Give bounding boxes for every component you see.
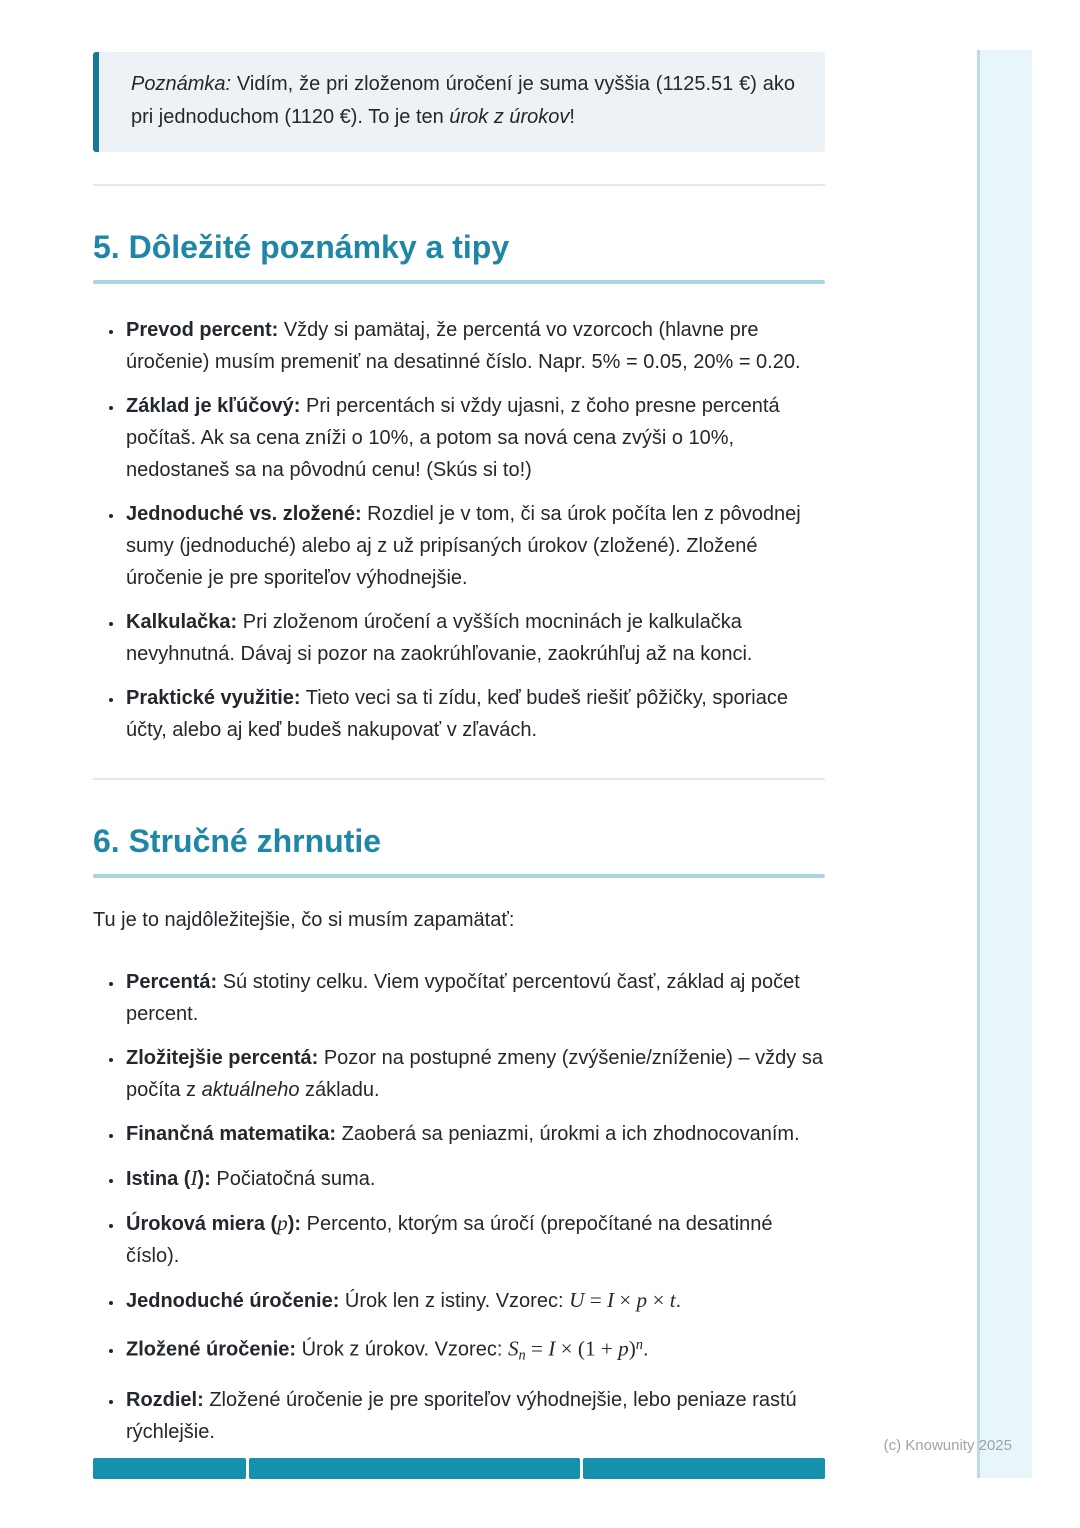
section-5-list bbox=[93, 314, 825, 746]
text-segment: Sú stotiny celku. Viem vypočítať percentovú časť, základ aj počet percent. bbox=[126, 971, 800, 1025]
text-segment: . bbox=[642, 1338, 649, 1361]
list-item bbox=[124, 1329, 825, 1372]
text-segment: Istina ( bbox=[126, 1168, 191, 1190]
text-segment: ! bbox=[569, 106, 575, 128]
text-segment: p bbox=[618, 1336, 629, 1361]
text-segment: ): bbox=[197, 1168, 211, 1190]
text-segment: p bbox=[277, 1211, 288, 1235]
section-6-title: 6. Stručné zhrnutie bbox=[93, 823, 382, 859]
list-item bbox=[124, 606, 825, 670]
text-segment: aktuálneho bbox=[201, 1079, 300, 1101]
list-item bbox=[124, 682, 825, 746]
text-segment: Zložené úročenie je pre sporiteľov výhodnejšie, lebo peniaze rastú rýchlejšie. bbox=[126, 1388, 797, 1443]
text-segment: Počiatočná suma. bbox=[210, 1168, 376, 1190]
footer-bar-segment bbox=[249, 1458, 580, 1479]
heading-underline bbox=[93, 874, 825, 878]
text-segment: n bbox=[635, 1337, 643, 1353]
note-callout bbox=[93, 52, 825, 152]
section-5-title: 5. Dôležité poznámky a tipy bbox=[93, 229, 510, 265]
footer-progress-bar bbox=[93, 1458, 825, 1479]
text-segment: Tieto veci sa ti zídu, keď budeš riešiť pôžičky, sporiace účty, alebo aj keď budeš nakupovať v zľavách. bbox=[126, 687, 788, 741]
text-segment: = bbox=[525, 1336, 549, 1361]
text-segment: Úrok len z istiny. Vzorec: bbox=[339, 1290, 570, 1312]
list-item bbox=[124, 1384, 825, 1448]
text-segment: t bbox=[669, 1288, 676, 1312]
text-segment: Rozdiel je v tom, či sa úrok počíta len z pôvodnej sumy (jednoduché) alebo aj z už pripísaných úrokov (zložené). Zložené úročenie je pre sporiteľov výhodnejšie. bbox=[126, 503, 801, 589]
text-segment: × bbox=[614, 1288, 637, 1312]
text-segment: základu. bbox=[299, 1079, 380, 1101]
text-segment: Zložitejšie percentá: bbox=[126, 1047, 319, 1069]
text-segment: × (1 + bbox=[555, 1336, 619, 1361]
text-segment: Úrok z úrokov. Vzorec: bbox=[296, 1338, 508, 1361]
text-segment: Zaoberá sa peniazmi, úrokmi a ich zhodnocovaním. bbox=[336, 1123, 800, 1145]
list-item bbox=[124, 1162, 825, 1195]
content-divider bbox=[93, 184, 825, 186]
list-item bbox=[124, 1284, 825, 1317]
footer-bar-segment bbox=[93, 1458, 246, 1479]
list-item bbox=[124, 1207, 825, 1272]
right-margin-strip bbox=[977, 50, 1032, 1478]
text-segment: I bbox=[606, 1288, 614, 1312]
heading-underline bbox=[93, 280, 825, 284]
text-segment: × bbox=[647, 1288, 670, 1312]
text-segment: Poznámka: bbox=[131, 73, 232, 95]
text-segment: U bbox=[569, 1288, 585, 1312]
text-segment: = bbox=[584, 1288, 607, 1312]
section-6-intro: Tu je to najdôležitejšie, čo si musím zapamätať: bbox=[93, 909, 515, 931]
text-segment: Rozdiel: bbox=[126, 1388, 204, 1411]
text-segment: Pozor na postupné zmeny (zvýšenie/zníženie) – vždy sa počíta z bbox=[126, 1047, 823, 1101]
text-segment: Jednoduché vs. zložené: bbox=[126, 503, 362, 525]
text-segment: Vždy si pamätaj, že percentá vo vzorcoch (hlavne pre úročenie) musím premeniť na desatinné číslo. Napr. 5% = 0.05, 20% = 0.20. bbox=[126, 319, 801, 373]
text-segment: Praktické využitie: bbox=[126, 687, 301, 709]
text-segment: Finančná matematika: bbox=[126, 1123, 337, 1145]
copyright-text: (c) Knowunity 2025 bbox=[883, 1437, 1012, 1454]
list-item bbox=[124, 390, 825, 486]
list-item bbox=[124, 1118, 825, 1150]
section-6-list bbox=[93, 966, 825, 1448]
footer-bar-segment bbox=[583, 1458, 825, 1479]
text-segment: Pri zloženom úročení a vyšších mocninách je kalkulačka nevyhnutná. Dávaj si pozor na zaokrúhľovanie, zaokrúhľuj až na konci. bbox=[126, 611, 753, 665]
text-segment: Percento, ktorým sa úročí (prepočítané na desatinné číslo). bbox=[126, 1213, 773, 1267]
text-segment: S bbox=[507, 1336, 519, 1361]
text-segment: Zložené úročenie: bbox=[126, 1338, 297, 1361]
text-segment: I bbox=[548, 1336, 556, 1361]
text-segment: Vidím, že pri zloženom úročení je suma vyššia (1125.51 €) ako pri jednoduchom (1120 €). To je ten bbox=[131, 73, 795, 128]
text-segment: Jednoduché úročenie: bbox=[126, 1290, 340, 1312]
list-item bbox=[124, 498, 825, 594]
text-segment: p bbox=[636, 1288, 648, 1312]
text-segment: ) bbox=[628, 1336, 636, 1361]
text-segment: . bbox=[675, 1290, 682, 1312]
text-segment: ): bbox=[287, 1213, 302, 1235]
text-segment: Kalkulačka: bbox=[126, 611, 238, 633]
list-item bbox=[124, 966, 825, 1030]
text-segment: úrok z úrokov bbox=[449, 106, 570, 128]
text-segment: Úroková miera ( bbox=[126, 1213, 278, 1235]
text-segment: Základ je kľúčový: bbox=[126, 395, 301, 417]
note-text bbox=[131, 68, 795, 134]
text-segment: n bbox=[518, 1347, 526, 1364]
text-segment: Percentá: bbox=[126, 971, 218, 993]
text-segment: I bbox=[190, 1166, 198, 1190]
section-6 bbox=[93, 822, 825, 1448]
section-5 bbox=[93, 228, 825, 746]
text-segment: Prevod percent: bbox=[126, 319, 279, 341]
content-divider bbox=[93, 778, 825, 780]
document-content bbox=[93, 0, 825, 1460]
list-item bbox=[124, 1042, 825, 1106]
list-item bbox=[124, 314, 825, 378]
text-segment: Pri percentách si vždy ujasni, z čoho presne percentá počítaš. Ak sa cena zníži o 10%, a potom sa nová cena zvýši o 10%, nedostaneš sa na pôvodnú cenu! (Skús si to!) bbox=[126, 395, 780, 481]
